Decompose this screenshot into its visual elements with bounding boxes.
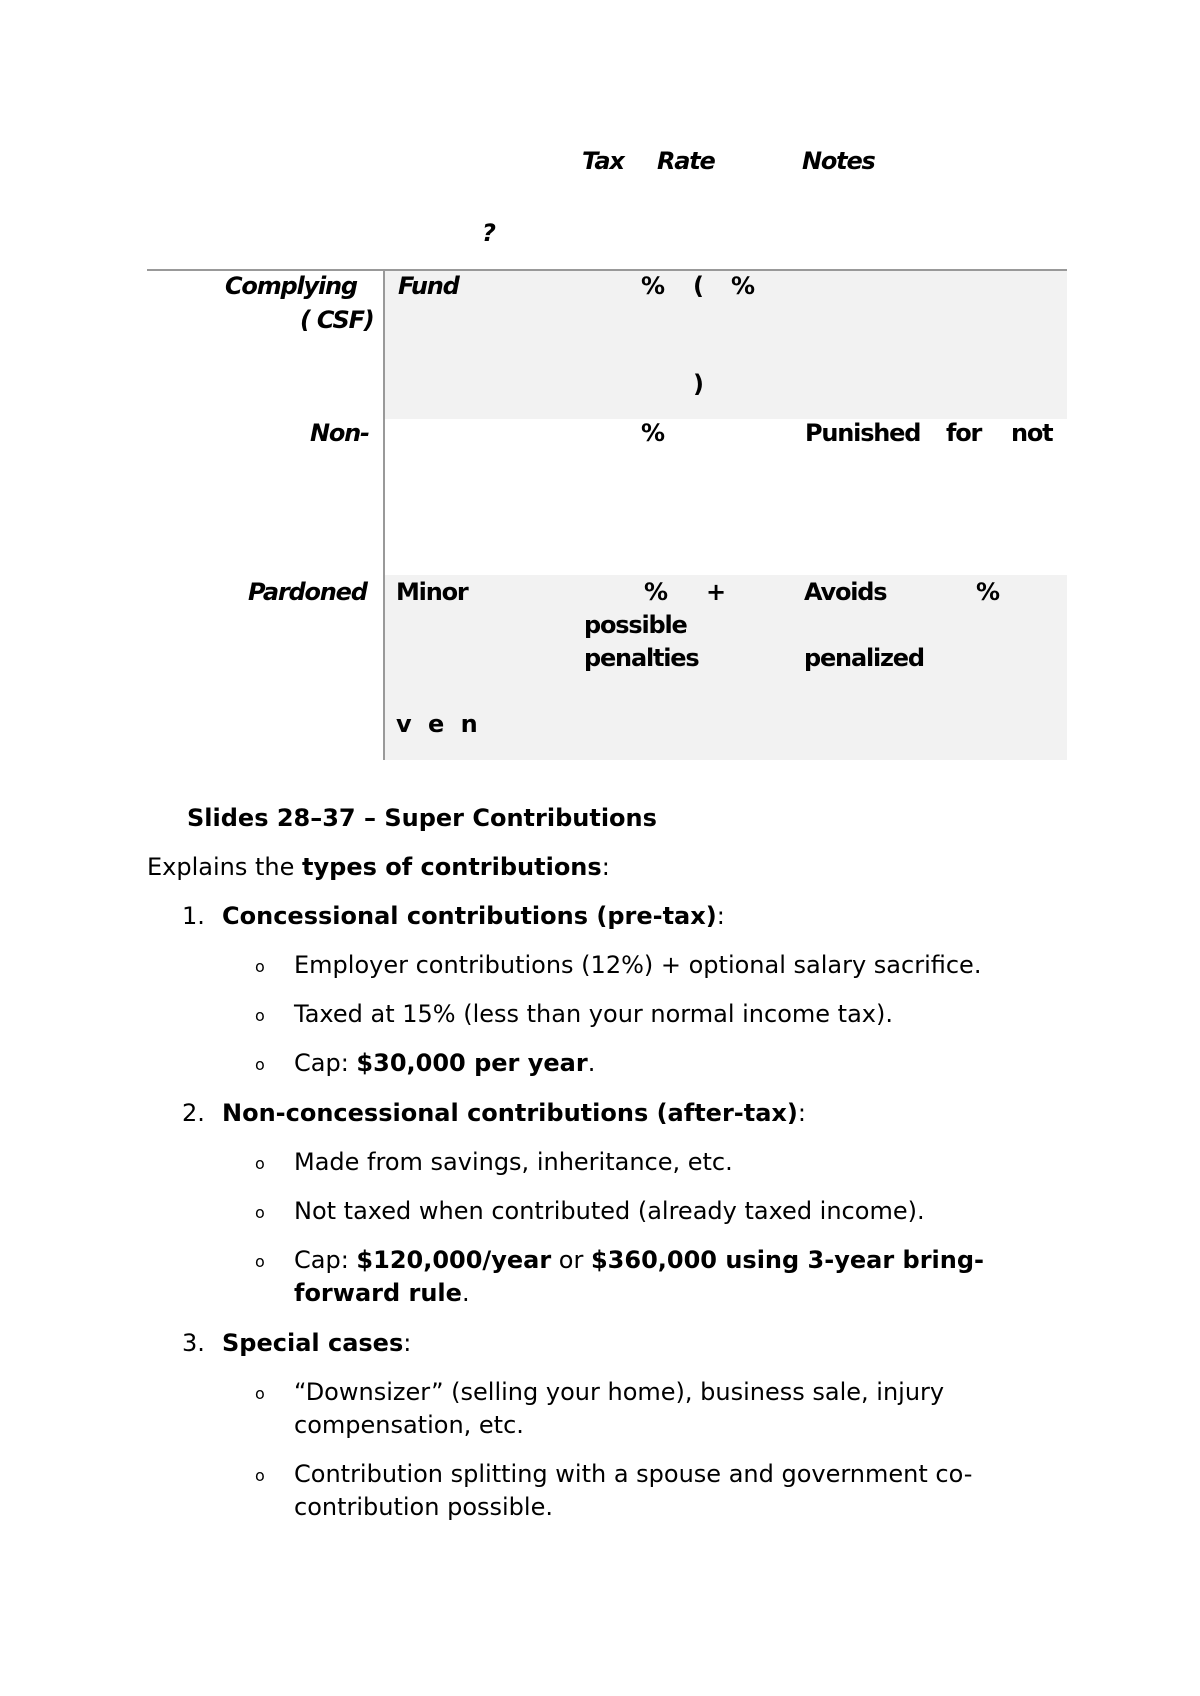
row-2-notes-word-1: Punished [805,419,921,447]
list-item: Employer contributions (12%) + optional salary sacrifice. [294,951,982,979]
header-question: ? [482,219,495,247]
item-3-title [222,1327,411,1360]
item-3-title-text: Special cases [222,1329,404,1357]
section-title: Slides 28–37 – Super Contributions [187,804,657,832]
bullet-marker: o [255,1466,265,1485]
row-3-col2-line2: v e n [396,710,482,738]
item-1-number: 1. [182,902,205,930]
bullet-marker: o [255,1203,265,1222]
row-1-shade [385,271,1067,419]
cap-value-annual: $120,000/year [356,1246,552,1274]
item-3-colon: : [403,1329,412,1357]
item-1-title-text: Concessional contributions (pre-tax) [222,902,717,930]
intro-paragraph [147,851,610,884]
cap-value: $30,000 per year [356,1049,588,1077]
bullet-marker: o [255,957,265,976]
cap-label: Cap: [294,1246,357,1274]
row-2-notes-word-2: for [946,419,982,447]
header-rate: Rate [657,147,715,175]
cap-label: Cap: [294,1049,357,1077]
item-2-number: 2. [182,1099,205,1127]
item-1-title [222,900,725,933]
cap-value-bring-forward: $360,000 using 3-year bring-forward rule [294,1246,984,1307]
item-1-colon: : [716,902,725,930]
cap-or: or [551,1246,591,1274]
row-1-fund: Fund [398,272,459,300]
intro-bold: types of contributions [302,853,602,881]
row-1-rate-paren-open: ( [693,272,703,300]
row-2-notes-word-3: not [1011,419,1053,447]
list-item: Taxed at 15% (less than your normal income tax). [294,1000,893,1028]
row-3-minor: Minor [396,578,468,606]
row-3-label: Pardoned [248,578,367,606]
row-1-rate-pct-a: % [641,272,664,300]
bullet-marker: o [255,1252,265,1271]
list-item: Not taxed when contributed (already taxed income). [294,1197,925,1225]
list-item: Contribution splitting with a spouse and government co-contribution possible. [294,1460,973,1521]
header-tax: Tax [582,147,624,175]
bullet-marker: o [255,1154,265,1173]
row-1-label-line1: Complying [225,272,357,300]
list-item: “Downsizer” (selling your home), business sale, injury compensation, etc. [294,1378,945,1439]
row-2-label: Non- [310,419,369,447]
item-2-title-text: Non-concessional contributions (after-tax) [222,1099,798,1127]
item-3-number: 3. [182,1329,205,1357]
header-notes: Notes [802,147,875,175]
row-3-notes-line2: penalized [804,644,924,672]
row-3-rate-pct: % [644,578,667,606]
list-item [294,1244,1014,1310]
row-3-shade [385,575,1067,760]
list-item [294,1047,1014,1080]
bullet-marker: o [255,1055,265,1074]
bullet-marker: o [255,1384,265,1403]
item-2-colon: : [797,1099,806,1127]
row-3-rate-line3: penalties [584,644,699,672]
table-column-divider [383,271,385,760]
list-item: Made from savings, inheritance, etc. [294,1148,733,1176]
row-3-rate-plus: + [706,578,725,606]
cap-period: . [587,1049,596,1077]
row-2-rate: % [641,419,664,447]
row-3-rate-line2: possible [584,611,687,639]
cap-period: . [461,1279,470,1307]
intro-pre: Explains the [147,853,303,881]
intro-post: : [601,853,610,881]
row-3-notes-pct: % [976,578,999,606]
item-2-title [222,1097,806,1130]
row-1-rate-paren-close: ) [693,370,703,398]
row-3-notes-line1: Avoids [804,578,887,606]
row-1-label-line2: ( CSF) [300,306,374,334]
row-1-rate-pct-b: % [731,272,754,300]
bullet-marker: o [255,1006,265,1025]
